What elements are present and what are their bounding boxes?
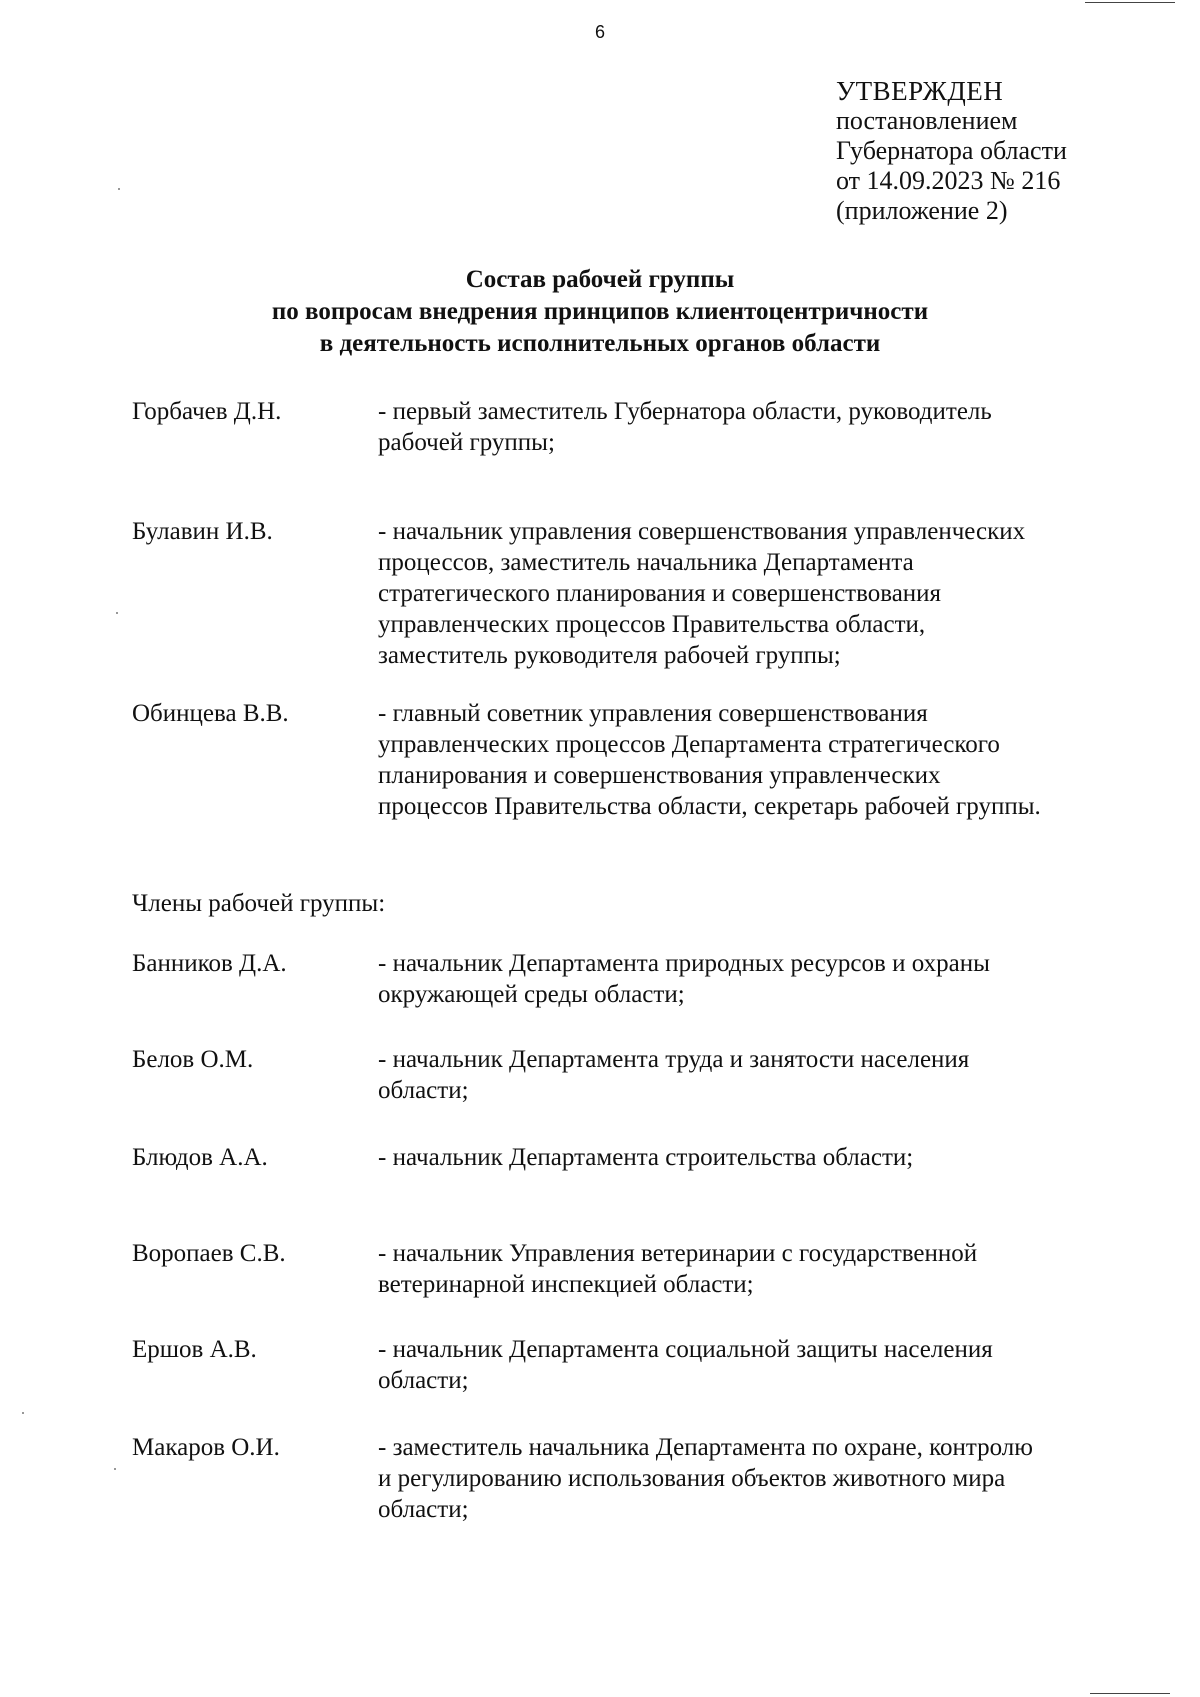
approval-block: [836, 76, 1067, 226]
list-item: [132, 1334, 1152, 1396]
role-line: - начальник Департамента природных ресурсов и охраны: [378, 950, 990, 977]
approval-line: УТВЕРЖДЕН: [836, 76, 1004, 106]
list-item: [132, 1142, 1152, 1173]
member-name: Воропаев С.В.: [132, 1240, 286, 1267]
member-role: [378, 1142, 1152, 1173]
scan-dot: [118, 188, 120, 190]
scan-dot: [22, 1412, 24, 1414]
role-line: - начальник Управления ветеринарии с государственной: [378, 1240, 978, 1267]
member-name: Белов О.М.: [132, 1046, 254, 1073]
role-line: - первый заместитель Губернатора области, руководитель: [378, 398, 992, 425]
title-line: Состав рабочей группы: [465, 266, 735, 293]
list-item: [132, 1432, 1152, 1525]
role-line: стратегического планирования и совершенствования: [378, 580, 942, 607]
list-item: [132, 516, 1152, 671]
member-name: Ершов А.В.: [132, 1336, 257, 1363]
approval-line: Губернатора области: [836, 136, 1067, 165]
role-line: ветеринарной инспекцией области;: [378, 1271, 754, 1298]
role-line: планирования и совершенствования управленческих: [378, 762, 941, 789]
scan-dot: [116, 612, 118, 614]
member-role: [378, 698, 1152, 822]
member-role: [378, 1334, 1152, 1396]
scan-artifact: [1085, 2, 1175, 3]
list-item: [132, 1238, 1152, 1300]
role-line: заместитель руководителя рабочей группы;: [378, 642, 841, 669]
member-name: Булавин И.В.: [132, 518, 273, 545]
scan-artifact: [1090, 1693, 1170, 1694]
role-line: управленческих процессов Департамента стратегического: [378, 731, 1000, 758]
members-heading: Члены рабочей группы:: [132, 890, 386, 917]
member-role: [378, 1044, 1152, 1106]
member-name: Обинцева В.В.: [132, 700, 289, 727]
list-item: [132, 1044, 1152, 1106]
title-line: в деятельность исполнительных органов области: [319, 330, 881, 357]
role-line: области;: [378, 1077, 469, 1104]
role-line: - начальник управления совершенствования управленческих: [378, 518, 1026, 545]
role-line: - начальник Департамента социальной защиты населения: [378, 1336, 993, 1363]
member-role: [378, 396, 1152, 458]
role-line: области;: [378, 1367, 469, 1394]
member-role: [378, 1238, 1152, 1300]
approval-line: от 14.09.2023 № 216: [836, 166, 1061, 195]
member-role: [378, 948, 1152, 1010]
role-line: процессов Правительства области, секретарь рабочей группы.: [378, 793, 1041, 820]
role-line: и регулированию использования объектов животного мира: [378, 1465, 1006, 1492]
list-item: [132, 396, 1152, 458]
role-line: - главный советник управления совершенствования: [378, 700, 928, 727]
member-role: [378, 1432, 1152, 1525]
role-line: области;: [378, 1496, 469, 1523]
member-name: Горбачев Д.Н.: [132, 398, 282, 425]
approval-line: (приложение 2): [836, 196, 1008, 225]
member-name: Макаров О.И.: [132, 1434, 280, 1461]
approval-line: постановлением: [836, 106, 1018, 135]
list-item: [132, 948, 1152, 1010]
member-name: Банников Д.А.: [132, 950, 287, 977]
role-line: - начальник Департамента строительства области;: [378, 1144, 914, 1171]
role-line: управленческих процессов Правительства области,: [378, 611, 926, 638]
document-title: [0, 264, 1200, 360]
role-line: процессов, заместитель начальника Департамента: [378, 549, 914, 576]
title-line: по вопросам внедрения принципов клиентоцентричности: [271, 298, 929, 325]
role-line: - заместитель начальника Департамента по охране, контролю: [378, 1434, 1033, 1461]
page-number: 6: [594, 22, 605, 42]
role-line: рабочей группы;: [378, 429, 555, 456]
scan-dot: [114, 1468, 116, 1470]
role-line: окружающей среды области;: [378, 981, 685, 1008]
member-name: Блюдов А.А.: [132, 1144, 268, 1171]
role-line: - начальник Департамента труда и занятости населения: [378, 1046, 970, 1073]
list-item: [132, 698, 1152, 822]
member-role: [378, 516, 1152, 671]
